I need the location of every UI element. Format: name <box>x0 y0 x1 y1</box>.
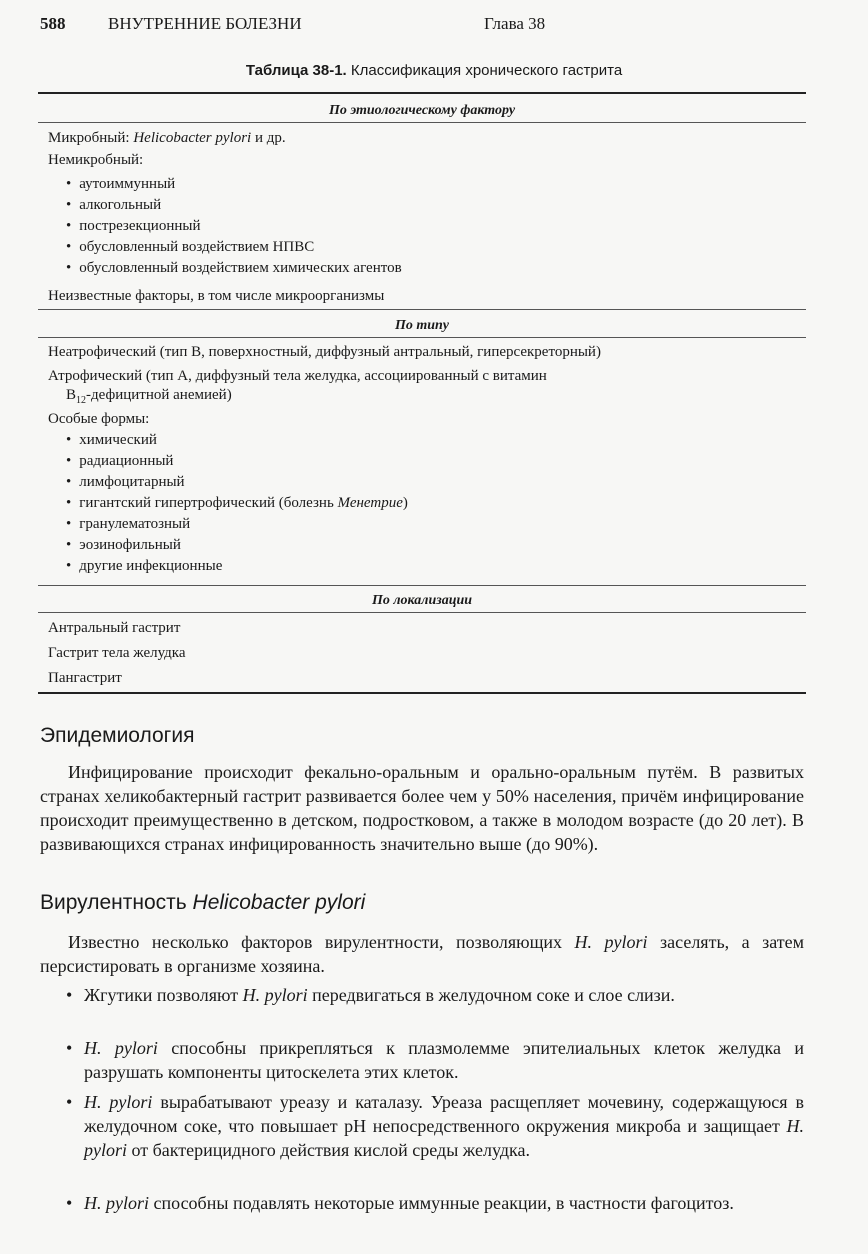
row-special: Особые формы: <box>48 411 150 427</box>
row-microbial: Микробный: Helicobacter pylori и др. <box>48 130 286 146</box>
list-item: Гастрит тела желудка <box>48 645 186 661</box>
list-item: • пострезекционный <box>66 218 201 235</box>
list-item: • обусловленный воздействием НПВС <box>66 239 314 256</box>
list-item: • радиационный <box>66 453 173 470</box>
chapter-label: Глава 38 <box>484 14 546 33</box>
list-item: • H. pylori способны подавлять некоторые иммунные реакции, в частности фагоцитоз. <box>66 1191 804 1215</box>
table-bottom-rule <box>38 692 806 694</box>
divider <box>38 585 806 586</box>
divider <box>38 309 806 310</box>
divider <box>38 122 806 123</box>
section-title-etiology: По этиологическому фактору <box>328 103 516 118</box>
caption-label: Таблица 38-1. <box>245 62 347 79</box>
paragraph-epidemiology: Инфицирование происходит фекально-оральным и орально-оральным путём. В развитых странах хеликобактерный гастрит развивается более чем у 50% населения, причём инфицирование происходит преимущественно в детском, подростковом, а также в молодом возрасте (до 20 лет). В развивающихся странах инфицированность значительно выше (до 90%). <box>40 762 804 854</box>
list-item: Антральный гастрит <box>48 620 181 636</box>
list-item: • гранулематозный <box>66 516 190 533</box>
list-item: • Жгутики позволяют H. pylori передвигаться в желудочном соке и слое слизи. <box>66 983 804 1007</box>
paragraph-virulence-intro: Известно несколько факторов вирулентности, позволяющих H. pylori заселять, а затем персистировать в организме хозяина. <box>40 932 804 976</box>
table-top-rule <box>38 92 806 94</box>
list-item: • H. pylori вырабатывают уреазу и каталазу. Уреаза расщепляет мочевину, содержащуюся в желудочном соке, что повышает pH непосредственного окружения микроба и защищает H. pylori от бактерицидного действия кислой среды желудка. <box>66 1090 804 1162</box>
divider <box>38 337 806 338</box>
row-atrophic-cont: $B_{12}$-дефицитной анемией) <box>66 387 232 406</box>
divider <box>38 612 806 613</box>
row-unknown: Неизвестные факторы, в том числе микроорганизмы <box>48 288 385 304</box>
heading-epidemiology: Эпидемиология <box>40 724 195 747</box>
list-item: • эозинофильный <box>66 537 181 554</box>
row-atrophic: Атрофический (тип А, диффузный тела желудка, ассоциированный с витамин <box>48 368 547 384</box>
list-item: • обусловленный воздействием химических агентов <box>66 260 402 277</box>
row-nonatrophic: Неатрофический (тип В, поверхностный, диффузный антральный, гиперсекреторный) <box>48 344 601 360</box>
section-title-type: По типу <box>394 318 450 333</box>
list-item: • гигантский гипертрофический (болезнь Менетрие) <box>66 495 408 512</box>
section-title-location: По локализации <box>371 593 473 608</box>
list-item: • химический <box>66 432 157 449</box>
page-number: 588 <box>40 14 66 33</box>
list-item: • алкогольный <box>66 197 161 214</box>
list-item: Пангастрит <box>48 670 122 686</box>
heading-virulence: Вирулентность Helicobacter pylori <box>40 891 366 914</box>
list-item: • аутоиммунный <box>66 176 175 193</box>
row-nonmicrobial: Немикробный: <box>48 152 144 168</box>
caption-text: Классификация хронического гастрита <box>350 62 623 79</box>
running-title: ВНУТРЕННИЕ БОЛЕЗНИ <box>108 14 302 33</box>
list-item: • лимфоцитарный <box>66 474 185 491</box>
list-item: • H. pylori способны прикрепляться к плазмолемме эпителиальных клеток желудка и разрушать компоненты цитоскелета этих клеток. <box>66 1036 804 1084</box>
table-caption <box>0 62 868 79</box>
list-item: • другие инфекционные <box>66 558 222 575</box>
